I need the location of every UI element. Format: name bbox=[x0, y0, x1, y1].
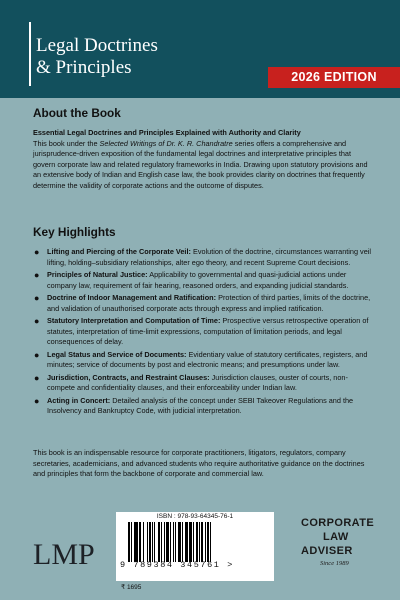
barcode-bar bbox=[211, 522, 213, 562]
highlights-heading: Key Highlights bbox=[33, 225, 116, 239]
about-heading: About the Book bbox=[33, 106, 121, 120]
highlight-text: Detailed analysis of the concept under SEBI Takeover Regulations and the Insolvency and Bankruptcy Code, with judicial interpretation. bbox=[47, 395, 354, 415]
highlight-text: Evidentiary value of statutory certificates, registers, and minutes; service of documents by post and electronic means; and presumptions under law. bbox=[47, 349, 368, 369]
book-title bbox=[36, 35, 158, 79]
bullet-icon: ● bbox=[34, 395, 40, 406]
bullet-icon: ● bbox=[34, 316, 40, 326]
lmp-logo: LMP bbox=[33, 538, 95, 571]
highlight-text: Evolution of the doctrine, circumstances warranting veil lifting, holding–subsidiary relationships, alter ego theory, and recent Supreme Court decisions. bbox=[47, 247, 371, 267]
brand-line-2: LAW bbox=[323, 531, 349, 543]
highlight-text: Jurisdiction clauses, ouster of courts, non-compete and confidentiality clauses, and their enforceability under Indian law. bbox=[47, 372, 348, 392]
about-subtitle: Essential Legal Doctrines and Principles Explained with Authority and Clarity bbox=[33, 128, 301, 137]
about-body-end: series offers a comprehensive and jurisprudence-driven exposition of the fundamental legal doctrines and interpretative principles that govern corporate law and related regulatory frameworks in India. Drawing upon statutory provisions and an extensive body of Indian and English case law, the book provides clarity on doctrines that frequently determine the validity of corporate actions and the outcome of disputes. bbox=[33, 138, 368, 190]
list-item bbox=[33, 293, 371, 314]
bullet-icon: ● bbox=[34, 293, 40, 303]
closing-paragraph: This book is an indispensable resource for corporate practitioners, litigators, regulators, company secretaries, academicians, and advanced students who require authoritative guidance on the doctrines and principles that form the backbone of corporate and commercial law. bbox=[33, 448, 365, 478]
highlight-title: Lifting and Piercing of the Corporate Veil: bbox=[47, 247, 191, 256]
isbn-barcode-box bbox=[116, 512, 274, 581]
edition-badge: 2026 EDITION bbox=[268, 67, 400, 88]
price: ₹ 1695 bbox=[121, 584, 142, 591]
highlight-title: Jurisdiction, Contracts, and Restraint Clauses: bbox=[47, 372, 210, 382]
brand-line-1: CORPORATE bbox=[301, 517, 375, 529]
highlight-text: Protection of third parties, limits of the doctrine, and validation of unauthorised corporate acts through express and implied ratification. bbox=[47, 293, 371, 313]
bullet-icon: ● bbox=[34, 372, 40, 383]
title-rule bbox=[29, 22, 31, 86]
book-title-line2: & Principles bbox=[36, 57, 132, 78]
highlight-title: Principles of Natural Justice: bbox=[47, 270, 148, 279]
highlight-title: Acting in Concert: bbox=[47, 395, 111, 405]
brand-line-3: ADVISER bbox=[301, 545, 353, 557]
about-body bbox=[33, 139, 371, 192]
list-item bbox=[33, 373, 371, 394]
highlight-title: Legal Status and Service of Documents: bbox=[47, 349, 187, 359]
barcode-icon bbox=[128, 522, 262, 562]
highlights-list bbox=[33, 247, 371, 417]
list-item bbox=[33, 350, 371, 371]
bullet-icon: ● bbox=[34, 349, 40, 360]
highlight-title: Statutory Interpretation and Computation of Time: bbox=[47, 316, 221, 325]
bullet-icon: ● bbox=[34, 247, 40, 257]
isbn-number: ISBN : 978-93-64345-76-1 bbox=[156, 513, 234, 520]
barcode-digits: 9 789384 345761 > bbox=[120, 560, 234, 570]
book-title-line1: Legal Doctrines bbox=[36, 35, 158, 56]
corporate-law-adviser-logo bbox=[301, 516, 376, 558]
since-tagline: Since 1989 bbox=[320, 560, 349, 567]
list-item bbox=[33, 270, 371, 291]
series-name: Selected Writings of Dr. K. R. Chandratre bbox=[99, 138, 233, 148]
bullet-icon: ● bbox=[34, 270, 40, 280]
highlight-title: Doctrine of Indoor Management and Ratification: bbox=[47, 293, 217, 302]
list-item bbox=[33, 396, 371, 417]
highlight-text: Applicability to governmental and quasi-judicial actions under company law, requirement of fair hearing, reasoned orders, and expanding judicial standards. bbox=[47, 270, 349, 290]
highlight-text: Prospective versus retrospective operation of statutes, interpretation of time-limit expressions, computation of limitation periods, and legal consequences of delay. bbox=[47, 316, 369, 346]
cover-header bbox=[0, 0, 400, 98]
about-section bbox=[33, 106, 371, 225]
list-item bbox=[33, 316, 371, 348]
list-item bbox=[33, 247, 371, 268]
back-cover-content bbox=[33, 106, 371, 419]
about-body-start: This book under the bbox=[33, 138, 100, 148]
